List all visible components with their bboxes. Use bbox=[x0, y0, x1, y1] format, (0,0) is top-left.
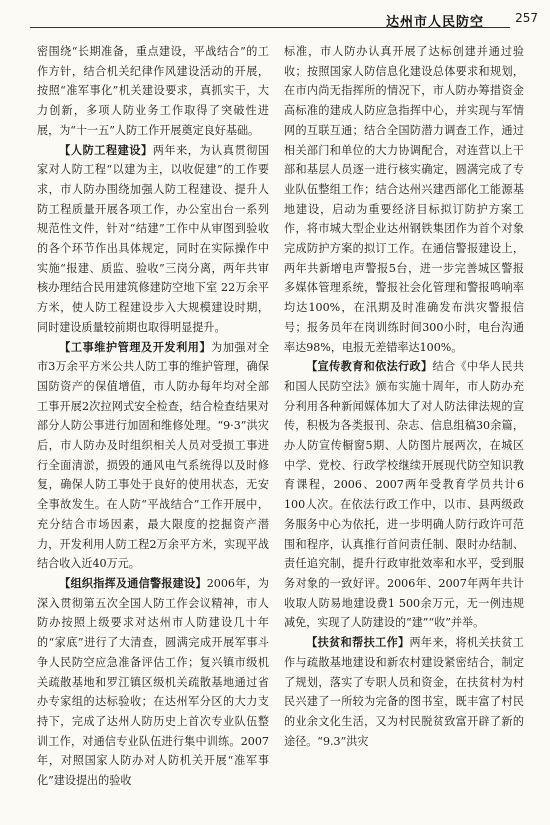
paragraph-text: 2006年，为深入贯彻第五次全国人防工作会议精神，市人防办按照上级要求对达州市人防建设几十年的“家底”进行了大清查，圆满完成开展军事斗争人民防空应急准备评估工作；复兴镇市级机关疏散基地和罗江镇区级机关疏散基地通过省办专家组的达标验收；在达州军分区的大力支持下，完成了达州人防历史上首次专业队伍整训工作，对通信专业队伍进行集中训练。2007年，对照国家人防办对人防机关开展“准军事化”建设提出的验收 bbox=[37, 576, 269, 788]
paragraph-text: 两年来，将机关扶贫工作与疏散基地建设和新农村建设紧密结合，制定了规划，落实了专职人员和资金，在扶贫村为村民兴建了一所较为完备的图书室，既丰富了村民的业余文化生活，又为村民脱贫致富开辟了新的途径。“9.3”洪灾 bbox=[284, 636, 524, 748]
paragraph-text: 两年来，为认真贯彻国家对人防工程“以建为主，以收促建”的工作要求，市人防办围绕加强人防工程建设、提升人防工程质量开展各项工作，办公室出台一系列规范性文件，针对“结建”工作中从审图到验收的各个环节作出具体规定，同时在实际操作中实施“报建、质监、验收”三岗分离，两年共审核办理结合民用建筑修建防空地下室 22万余平方米，使人防工程建设步入大规模建设时期，同时建设质量较前期也取得明显提升。 bbox=[37, 143, 269, 334]
paragraph bbox=[37, 338, 269, 574]
paragraph-text: 标准，市人防办认真开展了达标创建并通过验收；按照国家人防信息化建设总体要求和规划，在市内尚无指挥所的情况下，市人防办筹措资金高标准的建成人防应急指挥中心，并实现与军情网的互联互通；结合全国防潜力调查工作，通过相关部门和单位的大力协调配合，对连营以上干部和基层人员逐一进行核实确定，圆满完成了专业队伍整组工作；结合达州兴建西部化工能源基地建设，启动为重要经济目标拟订防护方案工作，将市城大型企业达州钢铁集团作为首个对象完成防护方案的拟订工作。在通信警报建设上，两年共新增电声警报5台，进一步完善城区警报多媒体管理系统，警报社会化管理和警报鸣响率均达100%，在汛期及时准确发布洪灾警报信号；报务员年在岗训练时间300小时，电台沟通率达98%，电报无差错率达100%。 bbox=[284, 45, 524, 354]
paragraph-text: 结合《中华人民共和国人民防空法》颁布实施十周年，市人防办充分利用各种新闻媒体加大了对人防法律法规的宣传，积极为各类报刊、杂志、信息组稿30余篇，办人防宣传橱窗5期、人防图片展两次，在城区中学、党校、行政学校继续开展现代防空知识教育课程，2006、2007两年受教育学员共计6 100人次。在依法行政工作中，以市、县两级政务服务中心为依托，进一步明确人防行政许可范围和程序，认真推行首问责任制、限时办结制、责任追究制，提升行政审批效率和水平，受到服务对象的一致好评。2006年、2007年两年共计收取人防易地建设费1 500余万元，无一例违规减免，实现了人防建设的“建”“收”并举。 bbox=[284, 360, 524, 630]
page-number: 257 bbox=[515, 11, 538, 25]
section-heading: 【组织指挥及通信警报建设】 bbox=[59, 576, 207, 590]
right-column bbox=[284, 42, 524, 751]
section-heading: 【宣传教育和依法行政】 bbox=[306, 360, 433, 374]
section-heading: 【人防工程建设】 bbox=[59, 143, 153, 157]
paragraph-text: 为加强对全市3万余平方米公共人防工事的维护管理，确保国防资产的保值增值，市人防办每年均对全部工事开展2次拉网式安全检查，结合检查结果对部分人防公事进行加固和维修处理。“9·3”洪灾后，市人防办及时组织相关人员对受损工事进行全面清淤，损毁的通风电气系统得以及时修复，确保人防工事处于良好的使用状态，无安全事故发生。在人防“平战结合”工作开展中，充分结合市场因素，最大限度的挖掘资产潜力，开发利用人防工程2万余平方米，实现平战结合收入近40万元。 bbox=[37, 340, 269, 571]
paragraph-text: 密围绕“长期准备，重点建设，平战结合”的工作方针，结合机关纪律作风建设活动的开展，按照“准军事化”机关建设要求，真抓实干，大力创新，多项人防业务工作取得了突破性进展，为“十一五”人防工作开展奠定良好基础。 bbox=[37, 45, 269, 137]
left-column bbox=[37, 42, 269, 791]
paragraph bbox=[37, 141, 269, 338]
paragraph bbox=[284, 633, 524, 751]
paragraph bbox=[37, 42, 269, 141]
header-title: 达州市人民防空 bbox=[385, 15, 484, 30]
paragraph bbox=[284, 42, 524, 357]
section-heading: 【工事维护管理及开发利用】 bbox=[59, 340, 212, 354]
running-header bbox=[0, 0, 550, 34]
section-heading: 【扶贫和帮扶工作】 bbox=[306, 636, 410, 650]
paragraph bbox=[284, 357, 524, 633]
paragraph bbox=[37, 574, 269, 791]
